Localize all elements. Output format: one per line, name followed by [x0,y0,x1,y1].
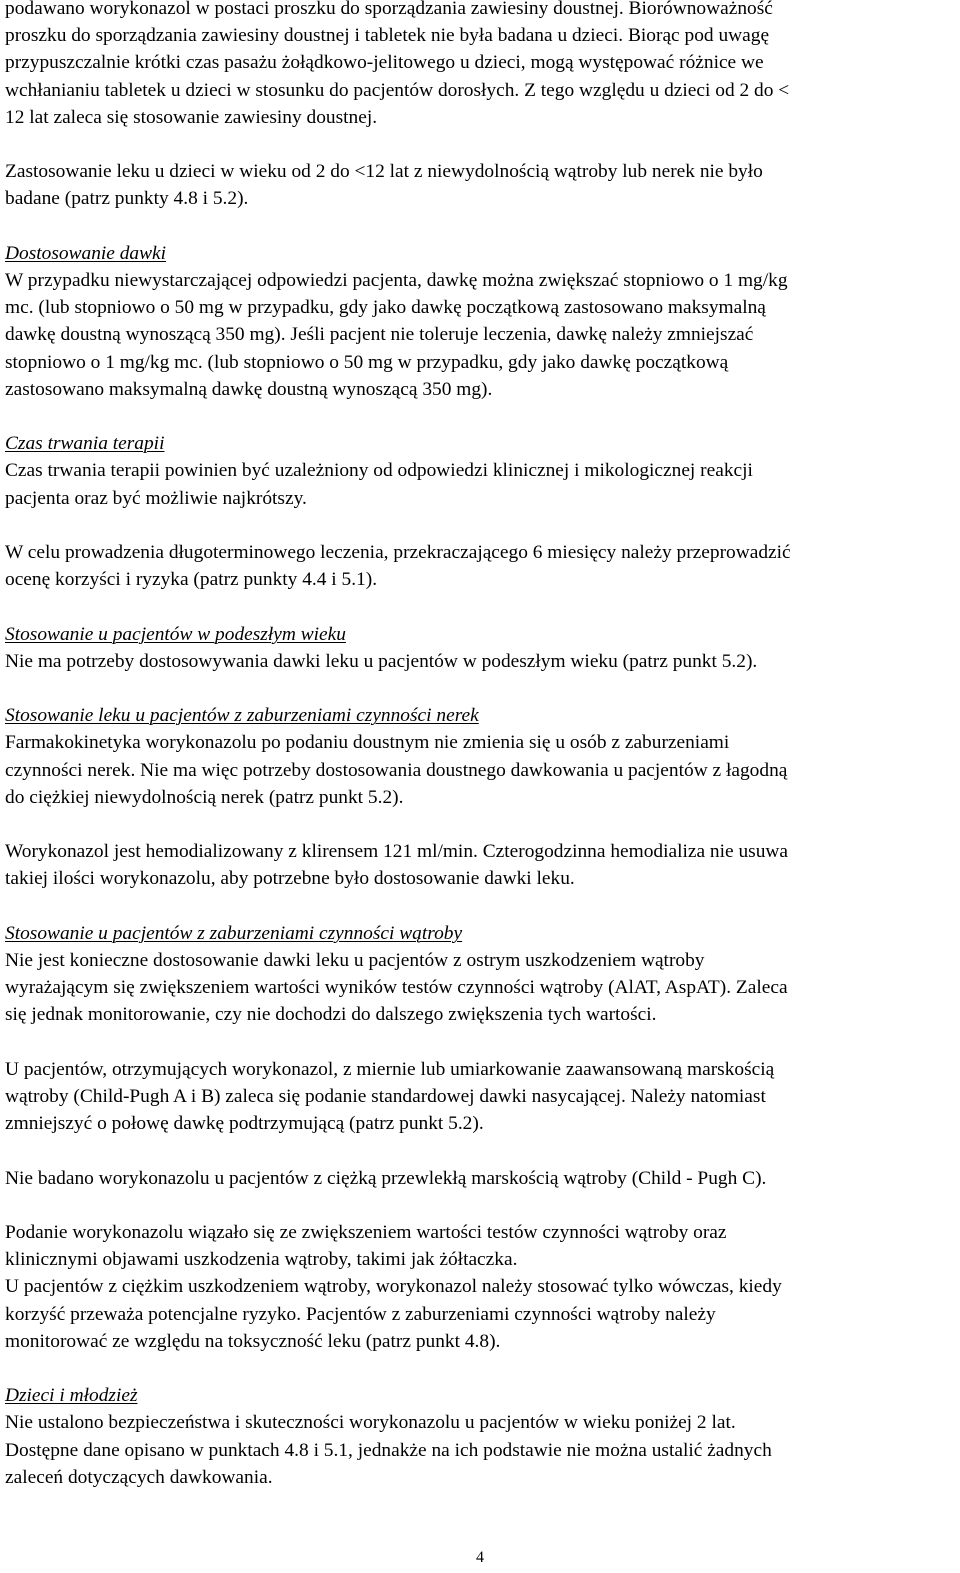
text-line: badane (patrz punkty 4.8 i 5.2). [5,188,249,210]
text-line: do ciężkiej niewydolnością nerek (patrz punkt 5.2). [5,786,404,808]
text-line: U pacjentów, otrzymujących worykonazol, z miernie lub umiarkowanie zaawansowaną marskością [5,1058,775,1080]
section-heading: Stosowanie u pacjentów w podeszłym wieku [5,623,346,645]
paragraph-spacer [5,1137,955,1164]
text-line: wątroby (Child-Pugh A i B) zaleca się podanie standardowej dawki nasycającej. Należy natomiast [5,1085,766,1107]
section-heading: Dostosowanie dawki [5,242,167,264]
text-line: Dostępne dane opisano w punktach 4.8 i 5.1, jednakże na ich podstawie nie można ustalić żadnych [5,1439,772,1461]
section-heading: Czas trwania terapii [5,433,165,455]
text-line: korzyść przeważa potencjalne ryzyko. Pacjentów z zaburzeniami czynności wątroby należy [5,1303,716,1325]
text-line: Worykonazol jest hemodializowany z klirensem 121 ml/min. Czterogodzinna hemodializa nie usuwa [5,841,789,863]
paragraph-spacer [5,131,955,158]
section-therapy-duration [5,403,955,593]
section-children [5,1355,955,1491]
paragraph [5,0,955,131]
paragraph-spacer [5,512,955,539]
text-line: mc. (lub stopniowo o 50 mg w przypadku, gdy jako dawkę początkową zastosowano maksymalną [5,297,766,319]
paragraph [5,838,955,892]
paragraph [5,947,955,1029]
text-line: monitorować ze względu na toksyczność leku (patrz punkt 4.8). [5,1330,501,1352]
text-line: dawkę doustną wynoszącą 350 mg). Jeśli pacjent nie toleruje leczenia, dawkę należy zmniejszać [5,324,754,346]
paragraph [5,267,955,403]
paragraph [5,457,955,511]
text-line: Czas trwania terapii powinien być uzależniony od odpowiedzi klinicznej i mikologicznej reakcji [5,460,753,482]
text-line: W przypadku niewystarczającej odpowiedzi pacjenta, dawkę można zwiększać stopniowo o 1 mg/kg [5,270,788,291]
paragraph [5,729,955,811]
text-line: klinicznymi objawami uszkodzenia wątroby, takimi jak żółtaczka. [5,1249,518,1271]
section-intro [5,0,955,213]
text-line: Farmakokinetyka worykonazolu po podaniu doustnym nie zmienia się u osób z zaburzeniami [5,732,730,754]
document-body [5,0,955,1491]
section-heading: Stosowanie leku u pacjentów z zaburzeniami czynności nerek [5,705,479,727]
paragraph-spacer [5,811,955,838]
paragraph [5,158,955,212]
section-renal [5,675,955,893]
section-hepatic [5,893,955,1355]
section-heading: Stosowanie u pacjentów z zaburzeniami czynności wątroby [5,922,463,944]
paragraph-spacer [5,1192,955,1219]
text-line: pacjenta oraz być możliwie najkrótszy. [5,487,307,509]
paragraph [5,1056,955,1138]
section-heading: Dzieci i młodzież [5,1385,138,1407]
text-line: 12 lat zaleca się stosowanie zawiesiny doustnej. [5,106,378,128]
section-spacer [5,403,955,430]
section-dose-adjustment [5,213,955,403]
section-spacer [5,1355,955,1382]
paragraph [5,648,955,675]
section-spacer [5,675,955,702]
text-line: Nie ma potrzeby dostosowywania dawki leku u pacjentów w podeszłym wieku (patrz punkt 5.2). [5,650,758,672]
text-line: podawano worykonazol w postaci proszku do sporządzania zawiesiny doustnej. Biorównoważność [5,0,773,19]
section-spacer [5,593,955,620]
section-elderly [5,593,955,675]
text-line: W celu prowadzenia długoterminowego leczenia, przekraczającego 6 miesięcy należy przeprowadzić [5,542,791,563]
paragraph [5,1219,955,1355]
section-spacer [5,893,955,920]
paragraph-spacer [5,1029,955,1056]
text-line: U pacjentów z ciężkim uszkodzeniem wątroby, worykonazol należy stosować tylko wówczas, kiedy [5,1276,782,1298]
text-line: zmniejszyć o połowę dawkę podtrzymującą (patrz punkt 5.2). [5,1113,484,1135]
text-line: czynności nerek. Nie ma więc potrzeby dostosowania doustnego dawkowania u pacjentów z łagodną [5,759,788,781]
page-number: 4 [476,1549,484,1566]
paragraph [5,1409,955,1491]
text-line: zaleceń dotyczących dawkowania. [5,1466,273,1488]
text-line: wchłanianiu tabletek u dzieci w stosunku do pacjentów dorosłych. Z tego względu u dzieci od 2 do < [5,79,790,101]
text-line: Podanie worykonazolu wiązało się ze zwiększeniem wartości testów czynności wątroby oraz [5,1221,727,1243]
text-line: proszku do sporządzania zawiesiny doustnej i tabletek nie była badana u dzieci. Biorąc pod uwagę [5,25,770,47]
text-line: Nie jest konieczne dostosowanie dawki leku u pacjentów z ostrym uszkodzeniem wątroby [5,949,705,971]
paragraph [5,539,955,593]
text-line: się jednak monitorowanie, czy nie dochodzi do dalszego zwiększenia tych wartości. [5,1004,657,1026]
text-line: zastosowano maksymalną dawkę doustną wynoszącą 350 mg). [5,378,493,400]
text-line: stopniowo o 1 mg/kg mc. (lub stopniowo o 50 mg w przypadku, gdy jako dawkę początkową [5,351,729,373]
text-line: Nie ustalono bezpieczeństwa i skuteczności worykonazolu u pacjentów w wieku poniżej 2 lat. [5,1412,736,1434]
text-line: takiej ilości worykonazolu, aby potrzebne było dostosowanie dawki leku. [5,868,575,890]
text-line: Zastosowanie leku u dzieci w wieku od 2 do <12 lat z niewydolnością wątroby lub nerek nie było [5,161,763,183]
text-line: ocenę korzyści i ryzyka (patrz punkty 4.4 i 5.1). [5,569,378,591]
text-line: przypuszczalnie krótki czas pasażu żołądkowo-jelitowego u dzieci, mogą występować różnice we [5,52,764,74]
paragraph [5,1165,955,1192]
text-line: Nie badano worykonazolu u pacjentów z ciężką przewlekłą marskością wątroby (Child - Pugh C). [5,1167,767,1189]
section-spacer [5,213,955,240]
text-line: wyrażającym się zwiększeniem wartości wyników testów czynności wątroby (AlAT, AspAT). Zaleca [5,977,788,999]
